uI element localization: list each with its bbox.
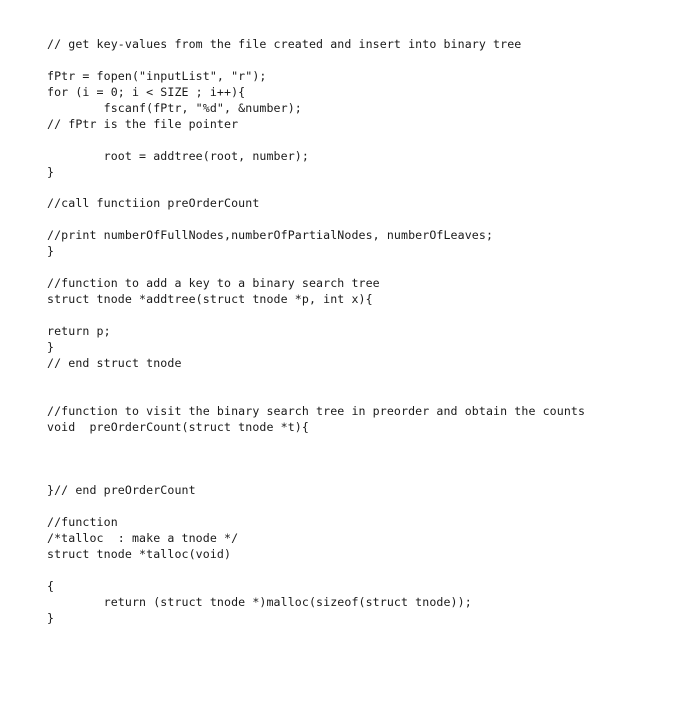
return-p-statement: return p; bbox=[47, 324, 111, 338]
for-loop-header: for (i = 0; i < SIZE ; i++){ bbox=[47, 85, 246, 99]
comment-function: //function bbox=[47, 515, 118, 529]
comment-talloc: /*talloc : make a tnode */ bbox=[47, 531, 239, 545]
talloc-opening-brace: { bbox=[47, 579, 55, 593]
fopen-statement: fPtr = fopen("inputList", "r"); bbox=[47, 69, 267, 83]
talloc-closing-brace: } bbox=[47, 611, 55, 625]
comment-end-struct-tnode: // end struct tnode bbox=[47, 356, 182, 370]
comment-addtree-function: //function to add a key to a binary search tree bbox=[47, 276, 380, 290]
comment-call-preordercount: //call functiion preOrderCount bbox=[47, 196, 260, 210]
fscanf-statement: fscanf(fPtr, "%d", &number); bbox=[47, 101, 302, 115]
comment-file-pointer: // fPtr is the file pointer bbox=[47, 117, 239, 131]
comment-get-key-values: // get key-values from the file created and insert into binary tree bbox=[47, 37, 522, 51]
malloc-return-statement: return (struct tnode *)malloc(sizeof(struct tnode)); bbox=[47, 595, 472, 609]
main-closing-brace: } bbox=[47, 244, 55, 258]
comment-print-counts: //print numberOfFullNodes,numberOfPartialNodes, numberOfLeaves; bbox=[47, 228, 494, 242]
addtree-closing-brace: } bbox=[47, 340, 55, 354]
comment-preorder-function: //function to visit the binary search tree in preorder and obtain the counts bbox=[47, 404, 586, 418]
for-loop-closing-brace: } bbox=[47, 165, 55, 179]
talloc-signature: struct tnode *talloc(void) bbox=[47, 547, 232, 561]
addtree-call-statement: root = addtree(root, number); bbox=[47, 149, 309, 163]
comment-end-preordercount: }// end preOrderCount bbox=[47, 483, 196, 497]
preordercount-signature: void preOrderCount(struct tnode *t){ bbox=[47, 420, 309, 434]
addtree-signature: struct tnode *addtree(struct tnode *p, int x){ bbox=[47, 292, 373, 306]
